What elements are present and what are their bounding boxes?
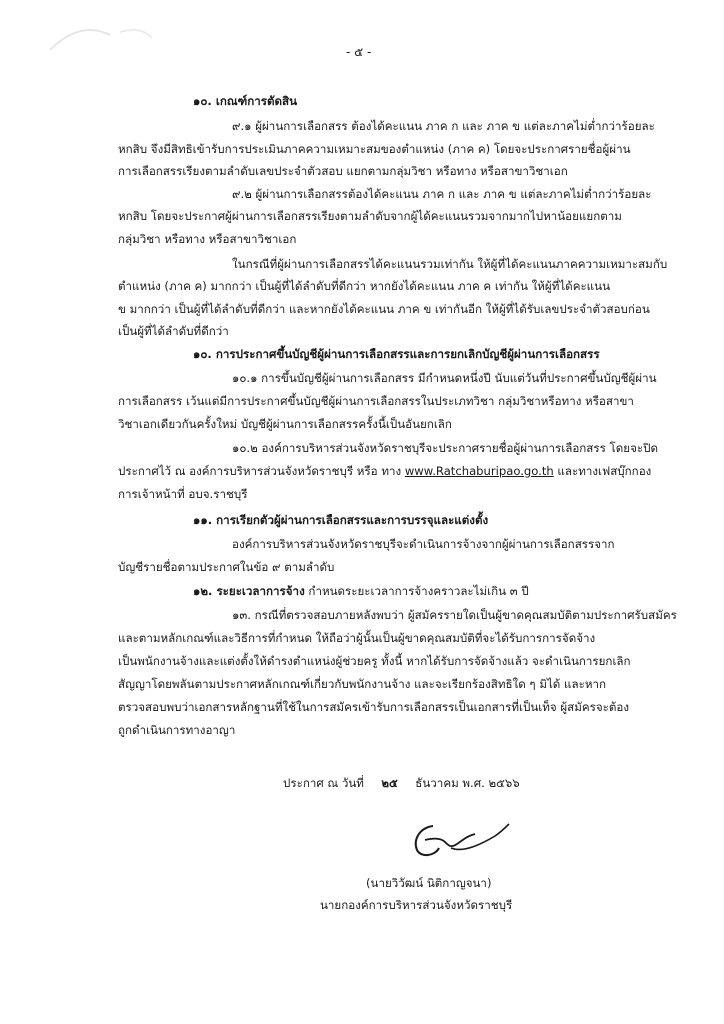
clause-10-1-line: วิชาเอกเดียวกันครั้งใหม่ บัญชีผู้ผ่านการเลือกสรรครั้งนี้เป็นอันยกเลิก bbox=[118, 417, 452, 431]
clause-9-1-line: การเลือกสรรเรียงตามลำดับเลขประจำตัวสอบ แยกตามกลุ่มวิชา หรือทาง หรือสาขาวิชาเอก bbox=[118, 164, 568, 178]
clause-9-1-line: หกสิบ จึงมีสิทธิเข้ารับการประเมินภาคความเหมาะสมของตำแหน่ง (ภาค ค) โดยจะประกาศรายชื่อผู้ผ่าน bbox=[118, 142, 631, 156]
clause-13-line: สัญญาโดยพลันตามประกาศหลักเกณฑ์เกี่ยวกับพนักงานจ้าง และจะเรียกร้องสิทธิใด ๆ มิได้ และหาก bbox=[118, 677, 607, 691]
scan-mark bbox=[40, 20, 160, 60]
tie-rule-line: ตำแหน่ง (ภาค ค) มากกว่า เป็นผู้ที่ได้ลำดับที่ดีกว่า หากยังได้คะแนน ภาค ค เท่ากัน ให้ผู้ที่ได้คะแนน bbox=[118, 279, 611, 293]
section-12-heading: ๑๒. ระยะเวลาการจ้าง bbox=[193, 584, 305, 598]
section-11-body: บัญชีรายชื่อตามประกาศในข้อ ๙ ตามลำดับ bbox=[118, 560, 335, 574]
tie-rule-line: ข มากกว่า เป็นผู้ที่ได้ลำดับที่ดีกว่า และหากยังได้คะแนน ภาค ข เท่ากันอีก ให้ผู้ที่ได้รับเลขประจำตัวสอบก่อน bbox=[118, 302, 650, 316]
clause-9-1-line: ๙.๑ ผู้ผ่านการเลือกสรร ต้องได้คะแนน ภาค ก และ ภาค ข แต่ละภาคไม่ต่ำกว่าร้อยละ bbox=[232, 119, 655, 133]
clause-10-2-line: การเจ้าหน้าที่ อบจ.ราชบุรี bbox=[118, 487, 248, 501]
clause-9-2-line: ๙.๒ ผู้ผ่านการเลือกสรรต้องได้คะแนน ภาค ก และ ภาค ข แต่ละภาคไม่ต่ำกว่าร้อยละ bbox=[232, 187, 652, 201]
signature bbox=[405, 818, 515, 868]
announcement-date bbox=[283, 775, 520, 791]
clause-9-2-line: หกสิบ โดยจะประกาศผู้ผ่านการเลือกสรรเรียงตามลำดับจากผู้ได้คะแนนรวมจากมากไปหาน้อยแยกตาม bbox=[118, 209, 622, 223]
section-10b-heading: ๑๐. การประกาศขึ้นบัญชีผู้ผ่านการเลือกสรรและการยกเลิกบัญชีผู้ผ่านการเลือกสรร bbox=[193, 347, 600, 361]
clause-10-1-line: ๑๐.๑ การขึ้นบัญชีผู้ผ่านการเลือกสรร มีกำหนดหนึ่งปี นับแต่วันที่ประกาศขึ้นบัญชีผู้ผ่าน bbox=[232, 371, 657, 385]
announcement-month-year: ธันวาคม พ.ศ. ๒๕๖๖ bbox=[415, 776, 520, 790]
signer-name: (นายวิวัฒน์ นิติกาญจนา) bbox=[366, 876, 492, 890]
announcement-prefix: ประกาศ ณ วันที่ bbox=[283, 776, 364, 790]
website-link[interactable]: www.Ratchaburipao.go.th bbox=[404, 464, 554, 478]
clause-13-line: ถูกดำเนินการทางอาญา bbox=[118, 723, 236, 737]
tie-rule-line: ในกรณีที่ผู้ผ่านการเลือกสรรได้คะแนนรวมเท่ากัน ให้ผู้ที่ได้คะแนนภาคความเหมาะสมกับ bbox=[232, 257, 668, 271]
clause-13-line: ตรวจสอบพบว่าเอกสารหลักฐานที่ใช้ในการสมัครเข้ารับการเลือกสรรเป็นเอกสารที่เป็นเท็จ ผู้สมัครจะต้อง bbox=[118, 700, 630, 714]
clause-9-2-line: กลุ่มวิชา หรือทาง หรือสาขาวิชาเอก bbox=[118, 232, 297, 246]
clause-10-2-line bbox=[118, 463, 651, 479]
clause-10-2-line: ๑๐.๒ องค์การบริหารส่วนจังหวัดราชบุรีจะประกาศรายชื่อผู้ผ่านการเลือกสรร โดยจะปิด bbox=[232, 441, 658, 455]
section-11-heading: ๑๑. การเรียกตัวผู้ผ่านการเลือกสรรและการบรรจุและแต่งตั้ง bbox=[193, 513, 489, 527]
section-12-line bbox=[193, 583, 529, 599]
clause-10-2-text: ประกาศไว้ ณ องค์การบริหารส่วนจังหวัดราชบุรี หรือ ทาง bbox=[118, 464, 405, 478]
clause-10-2-text: และทางเฟสบุ๊กกอง bbox=[553, 464, 652, 478]
section-10-heading: ๑๐. เกณฑ์การตัดสิน bbox=[193, 94, 298, 108]
signer-position: นายกองค์การบริหารส่วนจังหวัดราชบุรี bbox=[320, 898, 513, 912]
clause-13-line: ๑๓. กรณีที่ตรวจสอบภายหลังพบว่า ผู้สมัครรายใดเป็นผู้ขาดคุณสมบัติตามประกาศรับสมัคร bbox=[232, 608, 677, 622]
clause-10-1-line: การเลือกสรร เว้นแต่มีการประกาศขึ้นบัญชีผู้ผ่านการเลือกสรรในประเภทวิชา กลุ่มวิชาหรือทาง หรือสาขา bbox=[118, 394, 634, 408]
tie-rule-line: เป็นผู้ที่ได้ลำดับที่ดีกว่า bbox=[118, 324, 229, 338]
clause-13-line: เป็นพนักงานจ้างและแต่งตั้งให้ดำรงตำแหน่งผู้ช่วยครู ทั้งนี้ หากได้รับการจัดจ้างแล้ว จะดำเนินการยกเลิก bbox=[118, 654, 631, 668]
section-12-body: กำหนดระยะเวลาการจ้างคราวละไม่เกิน ๓ ปี bbox=[304, 584, 529, 598]
announcement-day: ๒๕ bbox=[381, 776, 398, 790]
section-11-body: องค์การบริหารส่วนจังหวัดราชบุรีจะดำเนินการจ้างจากผู้ผ่านการเลือกสรรจาก bbox=[232, 537, 615, 551]
clause-13-line: และตามหลักเกณฑ์และวิธีการที่กำหนด ให้ถือว่าผู้นั้นเป็นผู้ขาดคุณสมบัติที่จะได้รับการการจัดจ้าง bbox=[118, 631, 596, 645]
page-number: - ๕ - bbox=[346, 45, 372, 59]
